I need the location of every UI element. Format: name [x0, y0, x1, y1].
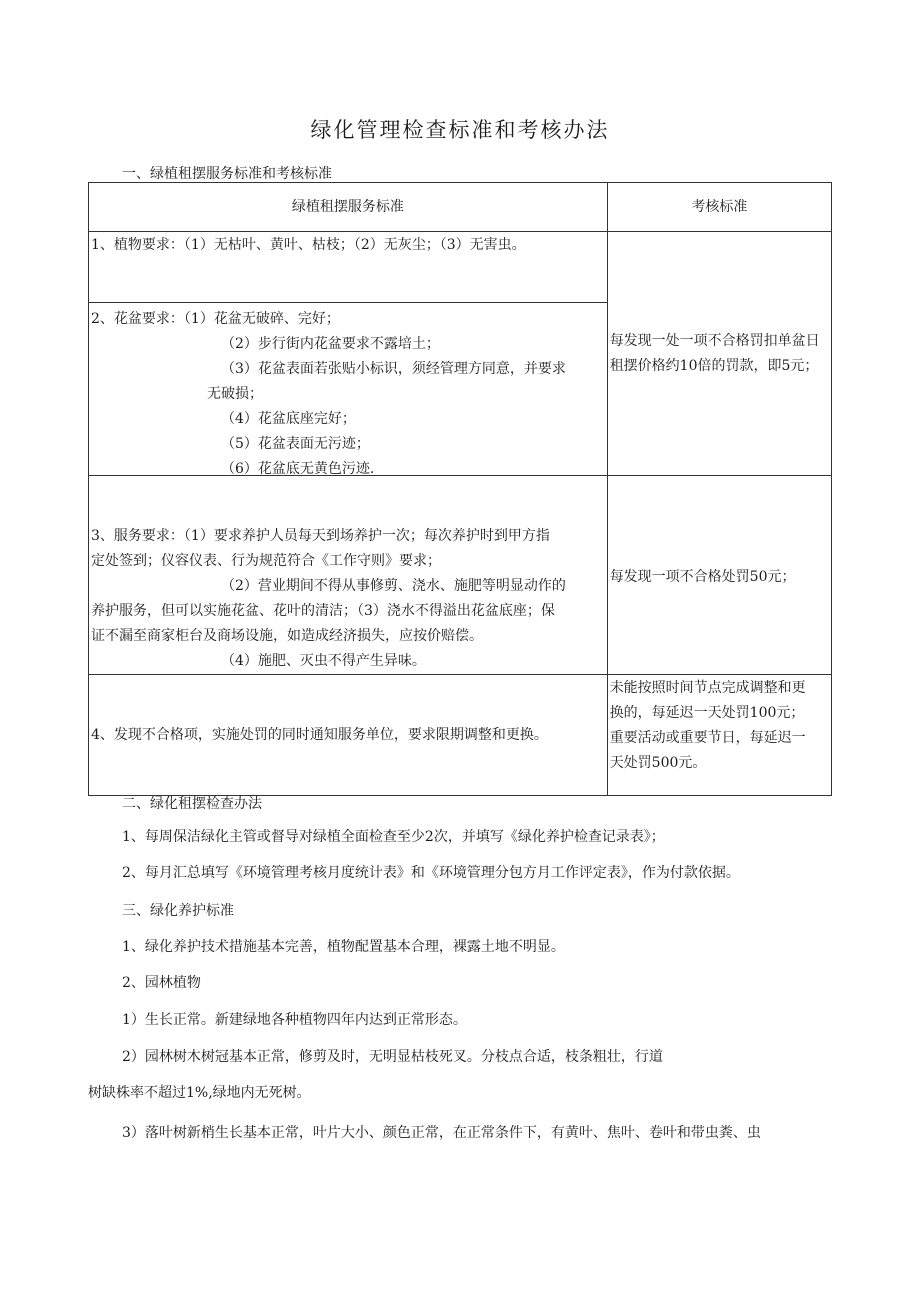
row2-line: （4）花盆底座完好； [221, 411, 356, 427]
row4-standard [89, 675, 608, 796]
header-assessment: 考核标准 [607, 183, 831, 232]
row3-line: 3、服务要求：（1）要求养护人员每天到场养护一次；每次养护时到甲方指 [91, 528, 550, 544]
table-header-row [89, 183, 832, 232]
s2-item-2: 2、每月汇总填写《环境管理考核月度统计表》和《环境管理分包方月工作评定表》，作为付款依据。 [122, 865, 740, 881]
row2-line: 无破损； [207, 386, 263, 402]
row3-line: 养护服务，但可以实施花盆、花叶的清洁；（3）浇水不得溢出花盆底座；保 [91, 603, 555, 619]
row3-assessment [607, 476, 831, 675]
assessment-4-line: 天处罚500元。 [609, 755, 707, 771]
s3-sub-2a: 2）园林树木树冠基本正常，修剪及时，无明显枯枝死叉。分枝点合适，枝条粗壮，行道 [122, 1049, 663, 1065]
row4-assessment [607, 675, 831, 796]
s3-item-2: 2、园林植物 [122, 975, 201, 991]
page-title: 绿化管理检查标准和考核办法 [310, 118, 610, 142]
section-heading-1: 一、绿植租摆服务标准和考核标准 [122, 166, 332, 182]
row4-text: 4、发现不合格项，实施处罚的同时通知服务单位，要求限期调整和更换。 [91, 726, 548, 743]
row2-line: （6）花盆底无黄色污迹. [221, 461, 375, 475]
row2-standard [89, 303, 608, 476]
assessment-4-line: 重要活动或重要节日，每延迟一 [609, 730, 806, 746]
row2-line: （2）步行街内花盆要求不露培土； [221, 336, 440, 352]
row2-line: 2、花盆要求：（1）花盆无破碎、完好； [91, 311, 340, 327]
row3-standard [89, 476, 608, 675]
standards-table [88, 182, 832, 796]
section-heading-3: 三、绿化养护标准 [122, 903, 234, 919]
row3-line: 证不漏至商家柜台及商场设施，如造成经济损失，应按价赔偿。 [91, 628, 483, 644]
s2-item-1: 1、每周保洁绿化主管或督导对绿植全面检查至少2次，并填写《绿化养护检查记录表》； [122, 829, 665, 845]
table-row [89, 675, 832, 796]
row1-standard [89, 232, 608, 303]
header-standards: 绿植租摆服务标准 [89, 183, 608, 232]
table-row [89, 232, 832, 303]
section-heading-2: 二、绿化租摆检查办法 [122, 796, 262, 812]
s3-sub-3: 3）落叶树新梢生长基本正常，叶片大小、颜色正常，在正常条件下，有黄叶、焦叶、卷叶和带虫粪、虫 [122, 1125, 761, 1141]
row3-line: 定处签到；仪容仪表、行为规范符合《工作守则》要求； [91, 553, 441, 569]
row3-line: （4）施肥、灭虫不得产生异味。 [221, 653, 426, 669]
table-row [89, 476, 832, 675]
s3-sub-1: 1）生长正常。新建绿地各种植物四年内达到正常形态。 [122, 1012, 467, 1028]
row3-line: （2）营业期间不得从事修剪、浇水、施肥等明显动作的 [221, 578, 566, 594]
row12-assessment [607, 232, 831, 476]
row2-line: （5）花盆表面无污迹； [221, 436, 370, 452]
s3-sub-2b: 树缺株率不超过1%,绿地内无死树。 [88, 1085, 311, 1101]
row2-line: （3）花盆表面若张贴小标识，须经管理方同意，并要求 [221, 361, 566, 377]
row1-text: 1、植物要求：（1）无枯叶、黄叶、枯枝；（2）无灰尘；（3）无害虫。 [91, 237, 526, 253]
assessment-4-line: 未能按照时间节点完成调整和更 [609, 680, 806, 696]
assessment-3-text: 每发现一项不合格处罚50元； [609, 568, 796, 585]
assessment-12-text: 每发现一处一项不合格罚扣单盆日租摆价格约10倍的罚款，即5元； [609, 332, 820, 374]
s3-item-1: 1、绿化养护技术措施基本完善，植物配置基本合理，裸露土地不明显。 [122, 939, 565, 955]
assessment-4-line: 换的，每延迟一天处罚100元； [609, 705, 805, 721]
